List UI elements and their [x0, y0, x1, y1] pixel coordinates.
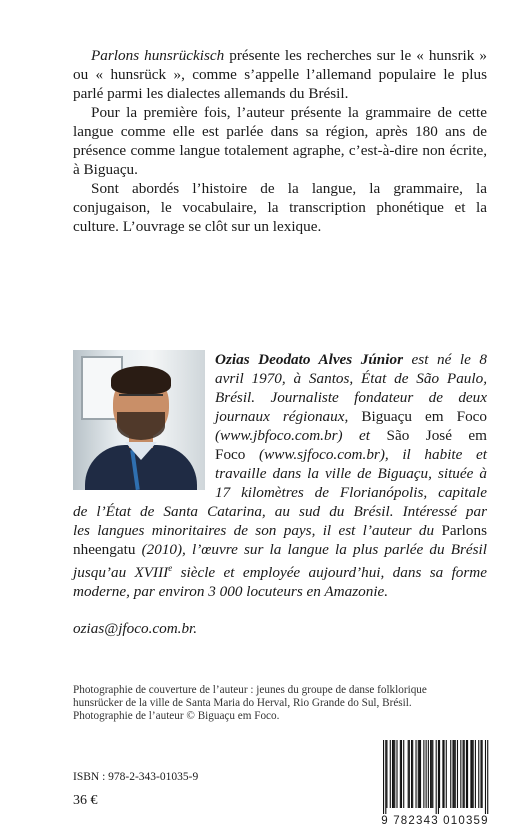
- book-title: Parlons hunsrückisch: [91, 47, 225, 64]
- barcode-bar: [466, 740, 467, 808]
- barcode-digits: 9 782343 010359: [381, 815, 489, 827]
- barcode-bar: [436, 740, 437, 814]
- bio-line: de l’État de Santa Catarina, au sud du Brésil. Intéressé par: [73, 503, 487, 520]
- bio-line: journaux régionaux, Biguaçu em Foco: [215, 408, 488, 425]
- barcode-bar: [470, 740, 471, 808]
- barcode-bar: [450, 740, 451, 808]
- barcode-bar: [418, 740, 419, 808]
- barcode-bar: [430, 740, 431, 808]
- barcode-bar: [478, 740, 479, 808]
- barcode-bar: [396, 740, 397, 808]
- barcode-bar: [463, 740, 464, 808]
- barcode-bar: [393, 740, 394, 808]
- bio-text: est né le 8: [411, 351, 487, 368]
- barcode-bar: [439, 740, 440, 808]
- bio-line: 17 kilomètres de Florianópolis, capitale: [215, 484, 487, 501]
- barcode-bar: [392, 740, 393, 808]
- blurb-text: présente les recherches sur le « hunsrik » ou « hunsrück », comme s’appelle l’allemand populaire le plus parlé parmi les dialectes allemands du Brésil.: [73, 47, 487, 102]
- barcode-bar: [443, 740, 444, 808]
- bio-line: (www.jbfoco.com.br) et São José em: [215, 427, 487, 444]
- credit-line: Photographie de l’auteur © Biguaçu em Foco.: [73, 710, 280, 722]
- barcode-bar: [487, 740, 488, 814]
- barcode-bar: [419, 740, 420, 808]
- blurb-paragraph-3: Sont abordés l’histoire de la langue, la grammaire, la conjugaison, le vocabulaire, la transcription phonétique et la culture. L’ouvrage se clôt sur un lexique.: [73, 180, 487, 235]
- barcode-bar: [473, 740, 474, 808]
- barcode-bar: [420, 740, 421, 808]
- author-photo: [73, 350, 205, 490]
- barcode-bar: [400, 740, 401, 808]
- bio-line: avril 1970, à Santos, État de São Paulo,: [215, 370, 487, 387]
- publication-title: nheengatu: [73, 541, 136, 558]
- credit-line: hunsrücker de la ville de Santa Maria do Herval, Rio Grande do Sul, Brésil.: [73, 697, 412, 709]
- barcode-bar: [428, 740, 429, 808]
- bio-line: Brésil. Journaliste fondateur de deux: [215, 389, 487, 406]
- blurb-paragraph-1: [73, 46, 487, 103]
- barcode-bar: [432, 740, 433, 808]
- barcode-bar: [464, 740, 465, 808]
- barcode-bar: [408, 740, 409, 808]
- barcode-bar: [446, 740, 447, 808]
- barcode-bar: [442, 740, 443, 808]
- barcode-bar: [386, 740, 387, 808]
- barcode-bar: [475, 740, 476, 808]
- barcode-bar: [403, 740, 404, 808]
- publication-title: Foco: [215, 446, 246, 463]
- author-name: Ozias Deodato Alves Júnior: [215, 351, 403, 368]
- barcode-bar: [411, 740, 412, 808]
- publication-title: Parlons: [441, 522, 487, 539]
- barcode-bar: [454, 740, 455, 808]
- barcode: [379, 740, 491, 830]
- barcode-bar: [426, 740, 427, 808]
- price: 36 €: [73, 793, 98, 808]
- superscript: e: [168, 563, 173, 573]
- publication-title: Biguaçu em Foco: [361, 408, 488, 425]
- barcode-bars: [379, 740, 491, 814]
- barcode-bar: [423, 740, 424, 808]
- blurb-paragraph-2: Pour la première fois, l’auteur présente la grammaire de cette langue comme elle est parlée dans sa région, après 180 ans de présence comme langue totalement agraphe, c’est-à-dire non écrite, à Biguaçu.: [73, 104, 487, 178]
- barcode-bar: [409, 740, 410, 808]
- barcode-bar: [431, 740, 432, 808]
- barcode-bar: [412, 740, 413, 808]
- bio-line: les langues minoritaires de son pays, il est l’auteur du Parlons: [73, 522, 487, 539]
- barcode-bar: [482, 740, 483, 808]
- barcode-bar: [471, 740, 472, 808]
- bio-line: Foco (www.sjfoco.com.br), il habite et: [215, 446, 487, 463]
- bio-line: moderne, par environ 3 000 locuteurs en Amazonie.: [73, 583, 389, 601]
- barcode-bar: [455, 740, 456, 808]
- barcode-bar: [480, 740, 481, 808]
- bio-line: travaille dans la ville de Biguaçu, située à: [215, 465, 487, 482]
- barcode-bar: [415, 740, 416, 808]
- author-email: ozias@jfoco.com.br.: [73, 620, 198, 637]
- bio-line: nheengatu (2010), l’œuvre sur la langue la plus parlée du Brésil: [73, 541, 487, 558]
- photo-credits: [73, 684, 487, 723]
- publication-title: São José em: [386, 427, 487, 444]
- barcode-bar: [452, 740, 453, 808]
- barcode-bar: [383, 740, 384, 814]
- barcode-bar: [394, 740, 395, 808]
- barcode-bar: [390, 740, 391, 808]
- barcode-bar: [438, 740, 439, 814]
- isbn: ISBN : 978-2-343-01035-9: [73, 771, 199, 783]
- barcode-bar: [457, 740, 458, 808]
- bio-line: jusqu’au XVIIIe siècle et employée aujourd’hui, dans sa forme: [73, 563, 488, 582]
- barcode-bar: [401, 740, 402, 808]
- barcode-bar: [385, 740, 386, 814]
- credit-line: Photographie de couverture de l’auteur : jeunes du groupe de danse folklorique: [73, 684, 427, 696]
- barcode-bar: [460, 740, 461, 808]
- barcode-bar: [485, 740, 486, 814]
- book-blurb: [73, 46, 487, 236]
- barcode-bar: [467, 740, 468, 808]
